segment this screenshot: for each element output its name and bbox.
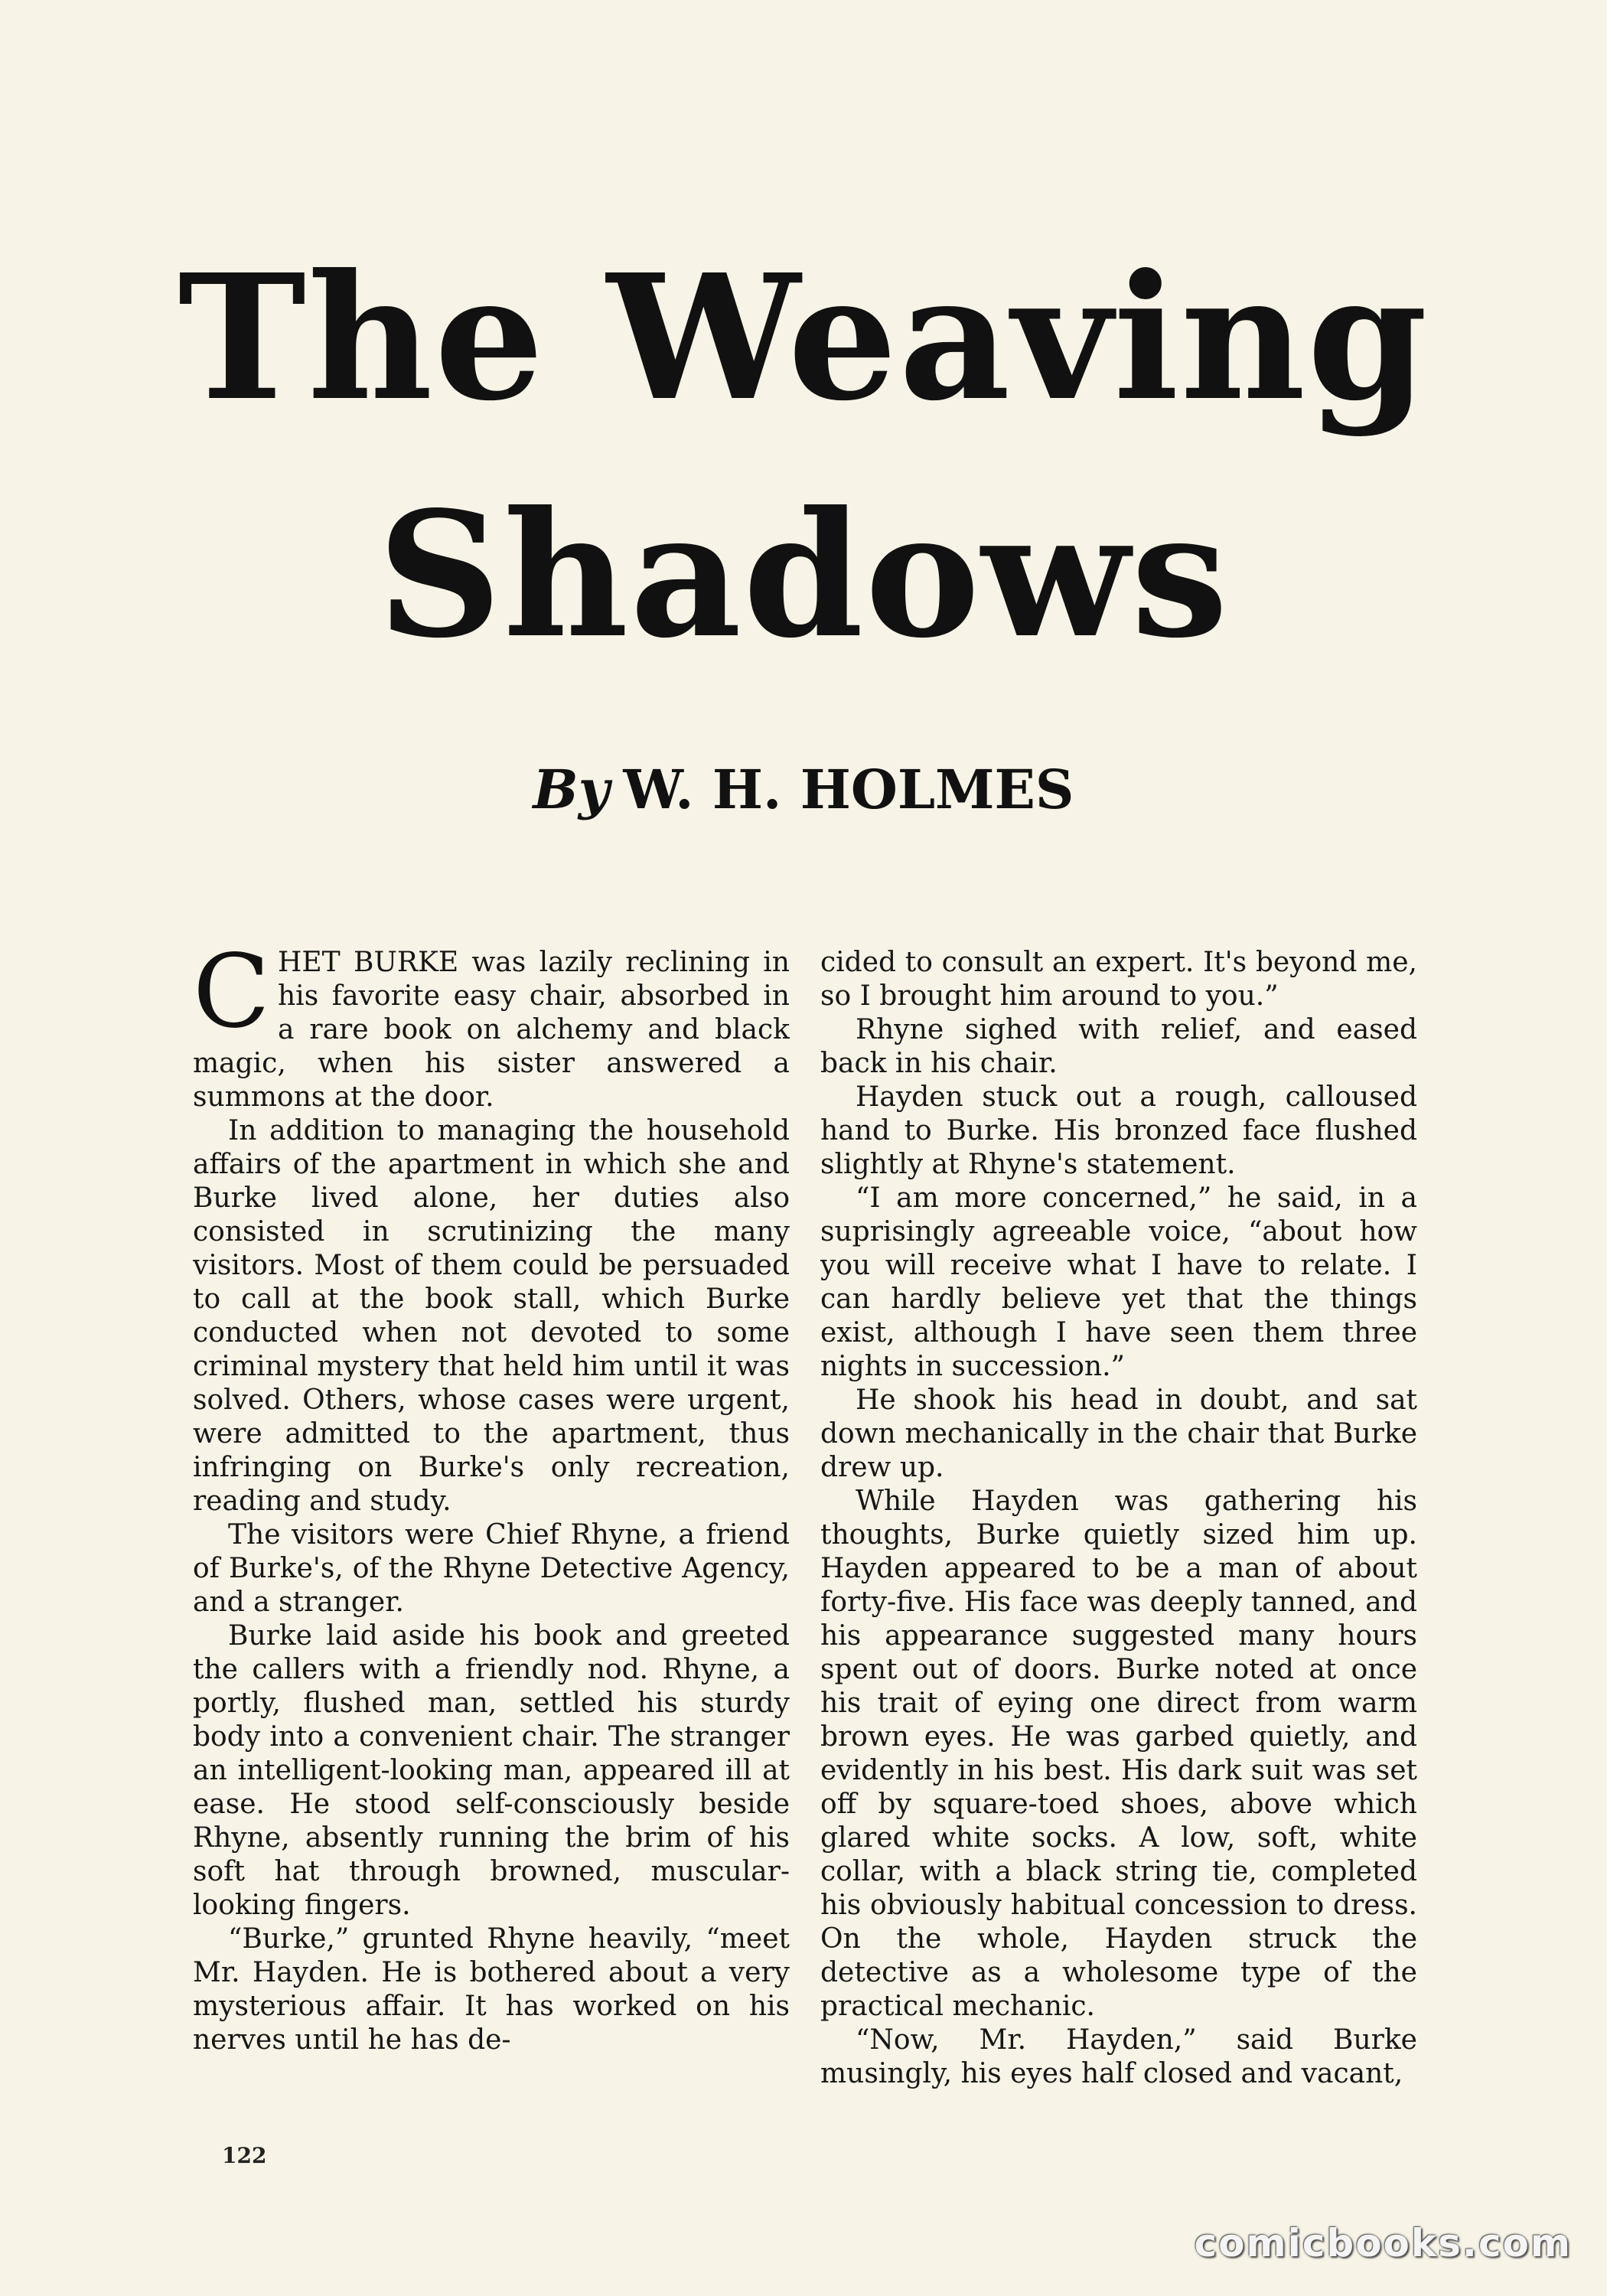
drop-cap: C xyxy=(193,946,270,1051)
paragraph: Burke laid aside his book and greeted the callers with a friendly nod. Rhyne, a portly, flushed man, settled his sturdy body into a convenient chair. The stranger an intelligent-looking man, appeared ill at ease. He stood self-consciously beside Rhyne, absently running the brim of his soft hat through browned, muscular-looking fingers. xyxy=(193,1620,790,1921)
paragraph: While Hayden was gathering his thoughts, Burke quietly sized him up. Hayden appeared to be a man of about forty-five. His face was deeply tanned, and his appearance suggested many hours spent out of doors. Burke noted at once his trait of eying one direct from warm brown eyes. He was garbed quietly, and evidently in his best. His dark suit was set off by square-toed shoes, above which glared white socks. A low, soft, white collar, with a black string tie, completed his obviously habitual concession to dress. On the whole, Hayden struck the detective as a wholesome type of the practical mechanic. xyxy=(820,1486,1417,2022)
byline-prefix: By xyxy=(533,758,610,821)
author-name: W. H. HOLMES xyxy=(623,758,1074,821)
page-number: 122 xyxy=(222,2143,267,2168)
byline xyxy=(0,758,1607,821)
paragraph: “Now, Mr. Hayden,” said Burke musingly, his eyes half closed and vacant, xyxy=(820,2024,1417,2089)
left-column xyxy=(193,946,790,2117)
title-line-1: The Weaving xyxy=(178,237,1429,439)
paragraph: Hayden stuck out a rough, calloused hand to Burke. His bronzed face flushed slightly at Rhyne's statement. xyxy=(820,1081,1417,1180)
paragraph: Rhyne sighed with relief, and eased back in his chair. xyxy=(820,1014,1417,1079)
watermark: comicbooks.com xyxy=(1194,2221,1572,2265)
paragraph xyxy=(193,946,790,1114)
paragraph: “Burke,” grunted Rhyne heavily, “meet Mr. Hayden. He is bothered about a very mysterious affair. It has worked on his nerves until he has de- xyxy=(193,1923,790,2056)
paragraph: In addition to managing the household affairs of the apartment in which she and Burke lived alone, her duties also consisted in scrutinizing the many visitors. Most of them could be persuaded to call at the book stall, which Burke conducted when not devoted to some criminal mystery that held him until it was solved. Others, whose cases were urgent, were admitted to the apartment, thus infringing on Burke's only recreation, reading and study. xyxy=(193,1115,790,1517)
paragraph: He shook his head in doubt, and sat down mechanically in the chair that Burke drew up. xyxy=(820,1384,1417,1483)
paragraph-text: HET BURKE was lazily reclining in his favorite easy chair, absorbed in a rare book on alchemy and black magic, when his sister answered a summons at the door. xyxy=(193,947,790,1113)
paragraph: The visitors were Chief Rhyne, a friend of Burke's, of the Rhyne Detective Agency, and a stranger. xyxy=(193,1519,790,1618)
paragraph: cided to consult an expert. It's beyond me, so I brought him around to you.” xyxy=(820,947,1417,1012)
paragraph: “I am more concerned,” he said, in a suprisingly agreeable voice, “about how you will receive what I have to relate. I can hardly believe yet that the things exist, although I have seen them three nights in succession.” xyxy=(820,1182,1417,1382)
title-line-2: Shadows xyxy=(377,475,1230,677)
right-column xyxy=(820,946,1417,2117)
